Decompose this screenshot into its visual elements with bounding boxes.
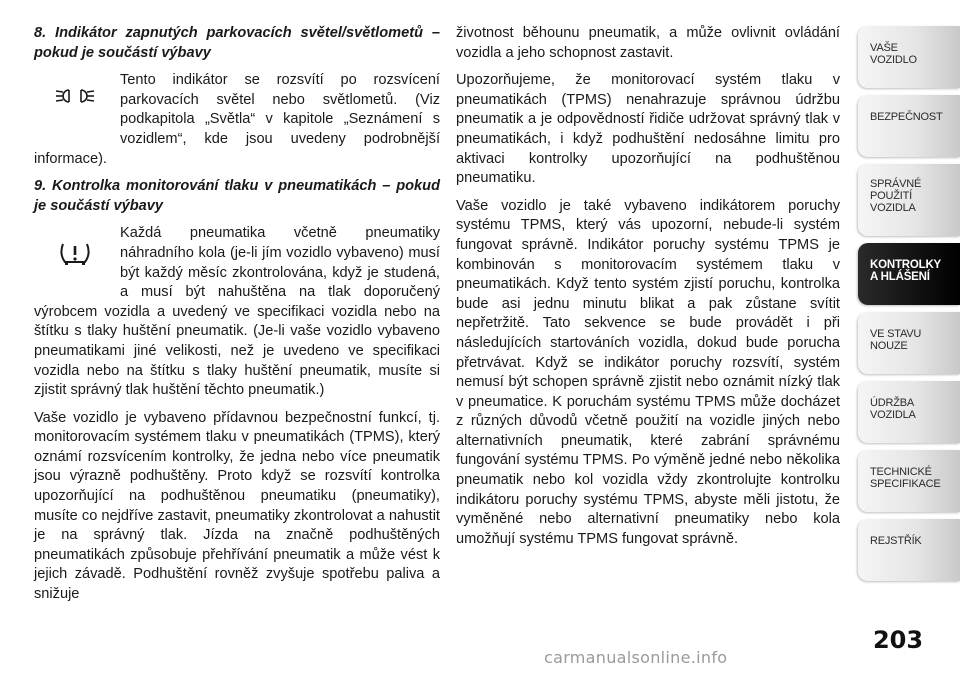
right-paragraph-3: Vaše vozidlo je také vybaveno indikátorem poruchy systému TPMS, který vás upozorní, nebude-li systém fungovat správně. Indikátor poruchy systému TPMS je kombinován s monitorovacím systémem tlaku v pneumatikách. Když tento systém zjistí poruchu, kontrolka bude asi jednu minutu blikat a pak zůstane svítit nepřetržitě. Tato sekvence se bude provádět i při následujících startováních vozidla, dokud bude porucha přetrvávat. Když se indikátor poruchy rozsvítí, systém nemusí být schopen správně zjistit nebo oznámit nízký tlak v pneumatice. K poruchám systému TPMS může docházet z různých důvodů včetně použití na vozidle jiných nebo alternativních pneumatik, které zabrání správnému fungování systému TPMS. Po výměně jedné nebo několika pneumatik nebo kol vozidla vždy zkontrolujte kontrolku indikátoru poruchy systému TPMS, abyste měli jistotu, že vyměněné nebo alternativní pneumatiky nebo kola umožňují systému TPMS fungovat správně. [456, 197, 840, 547]
tab-label: SPRÁVNÉ POUŽITÍ VOZIDLA [870, 178, 922, 214]
tab-technicke-specifikace[interactable] [858, 450, 960, 512]
tab-bezpecnost[interactable] [858, 95, 960, 157]
tab-label: KONTROLKY A HLÁŠENÍ [870, 259, 942, 283]
right-column [456, 24, 840, 557]
tab-label: VE STAVU NOUZE [870, 328, 922, 352]
section-8-heading: 8. Indikátor zapnutých parkovacích světel/světlometů – pokud je součástí výbavy [34, 25, 440, 61]
right-paragraph-2: Upozorňujeme, že monitorovací systém tlaku v pneumatikách (TPMS) nenahrazuje správnou údržbu pneumatik a je odpovědností řidiče udržovat správný tlak v pneumatikách, i když podhuštění nedosáhne limitu pro aktivaci kontrolky upozorňující na podhuštěnou pneumatiku. [456, 72, 840, 187]
tab-vase-vozidlo[interactable] [858, 26, 960, 88]
section-9-heading: 9. Kontrolka monitorování tlaku v pneumatikách – pokud je součástí výbavy [34, 178, 440, 214]
right-paragraph-1: životnost běhounu pneumatik, a může ovlivnit ovládání vozidla a jeho schopnost zastavit. [456, 25, 840, 61]
section-9-body [34, 224, 440, 400]
tpms-paragraph: Vaše vozidlo je vybaveno přídavnou bezpečnostní funkcí, tj. monitorovacím systémem tlaku v pneumatikách (TPMS), který oznámí rozsvícením kontrolky, že jedna nebo více pneumatik jsou výrazně podhuštěny. Proto když se rozsvítí kontrolka upozorňující na podhuštěnou pneumatiku (pneumatiky), musíte co nejdříve zastavit, pneumatiky zkontrolovat a nahustit je na správný tlak. Jízda na značně podhuštěných pneumatikách způsobuje přehřívání pneumatik a může vést k jejich závadě. Podhuštění rovněž zvyšuje spotřebu paliva a snižuje [34, 409, 440, 603]
tab-udrzba[interactable] [858, 381, 960, 443]
tab-label: BEZPEČNOST [870, 111, 943, 123]
watermark: carmanualsonline.info [544, 648, 728, 667]
tab-label: VAŠE VOZIDLO [870, 42, 917, 66]
left-column [34, 24, 440, 613]
section-8-text: Tento indikátor se rozsvítí po rozsvícení parkovacích světel nebo světlometů. (Viz podkapitola „Světla“ v kapitole „Seznámení s vozidlem“, kde jsou uvedeny podrobnější informace). [34, 72, 440, 167]
section-8-body [34, 71, 440, 169]
section-9-text: Každá pneumatika včetně pneumatiky náhradního kola (je-li jím vozidlo vybaveno) musí být každý měsíc zkontrolována, když je studená, a musí být nahuštěna na tlak doporučený výrobcem vozidla a uvedený ve specifikaci vozidla nebo na štítku s tlaky huštění pneumatik. (Je-li vaše vozidlo vybaveno pneumatikami jiné velikosti, než je uvedeno ve specifikaci vozidla nebo na štítku s tlaky huštění pneumatik, musíte si zjistit správný tlak huštění těchto pneumatik.) [34, 225, 440, 399]
tab-label: TECHNICKÉ SPECIFIKACE [870, 466, 941, 490]
tab-spravne-pouziti[interactable] [858, 164, 960, 236]
tab-label: ÚDRŽBA VOZIDLA [870, 397, 916, 421]
tab-kontrolky[interactable] [858, 243, 960, 305]
page-number: 203 [872, 626, 924, 654]
tab-ve-stavu-nouze[interactable] [858, 312, 960, 374]
chapter-tabs [858, 26, 960, 588]
tire-pressure-warning-icon [34, 228, 116, 286]
parking-lights-icon [34, 75, 116, 133]
tab-label: REJSTŘÍK [870, 535, 922, 547]
tab-rejstrik[interactable] [858, 519, 960, 581]
